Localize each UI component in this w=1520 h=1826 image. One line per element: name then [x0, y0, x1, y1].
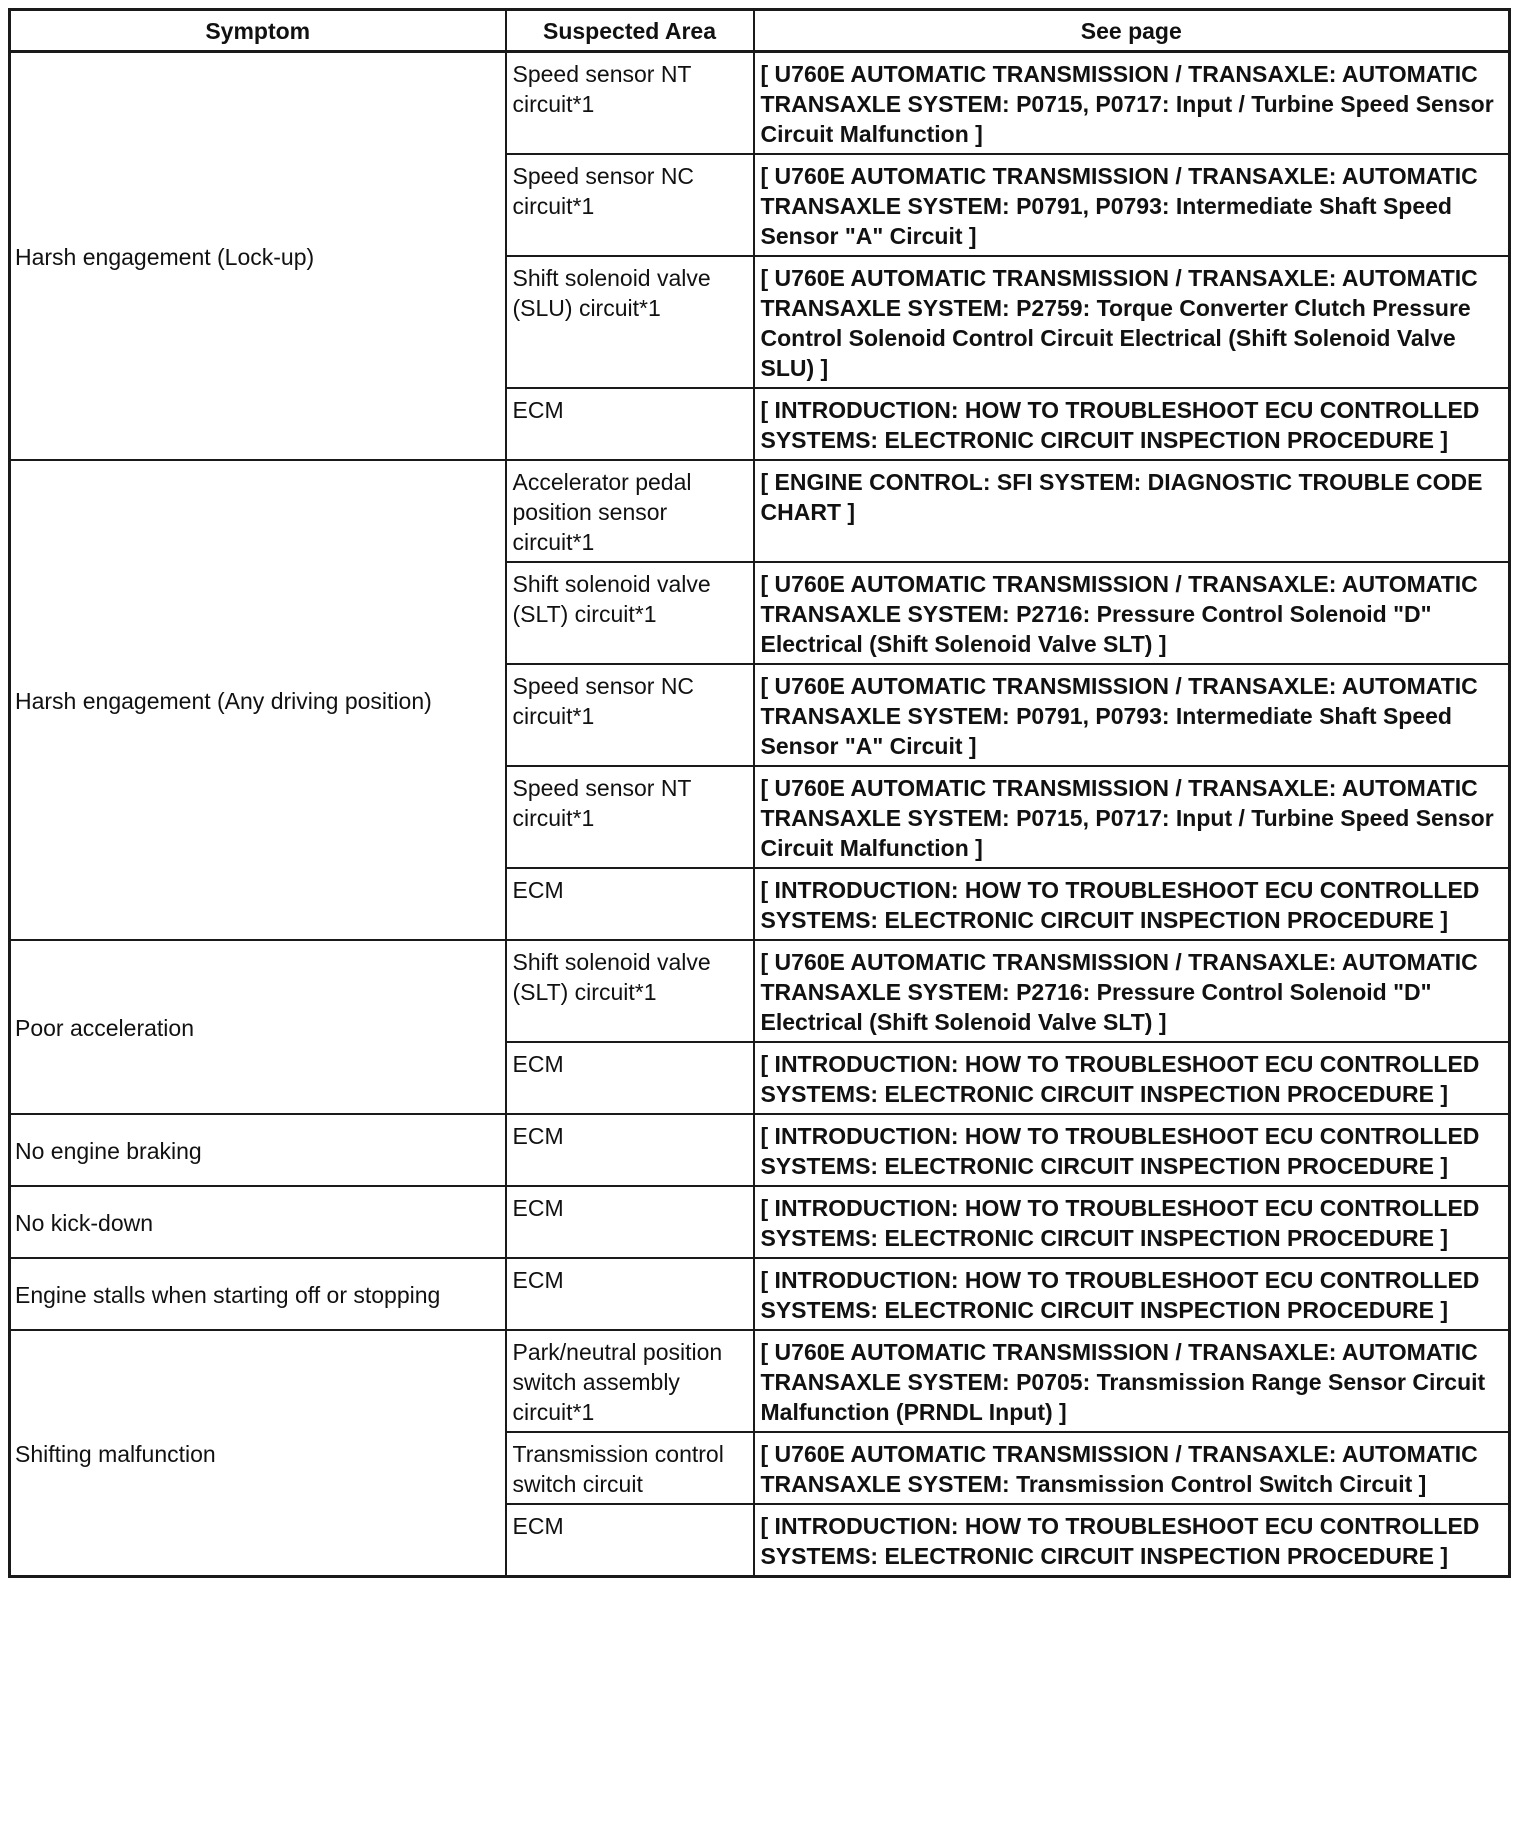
header-symptom: Symptom — [10, 10, 506, 52]
symptom-cell: No engine braking — [10, 1114, 506, 1186]
table-row — [10, 52, 1510, 155]
see-page-reference[interactable]: [ INTRODUCTION: HOW TO TROUBLESHOOT ECU CONTROLLED SYSTEMS: ELECTRONIC CIRCUIT INSPECTION PROCEDURE ] — [754, 1504, 1510, 1577]
see-page-reference[interactable]: [ INTRODUCTION: HOW TO TROUBLESHOOT ECU CONTROLLED SYSTEMS: ELECTRONIC CIRCUIT INSPECTION PROCEDURE ] — [754, 1042, 1510, 1114]
see-page-reference[interactable]: [ U760E AUTOMATIC TRANSMISSION / TRANSAXLE: AUTOMATIC TRANSAXLE SYSTEM: P2759: Torque Converter Clutch Pressure Control Solenoid Control Circuit Electrical (Shift Solenoid Valve SLU) ] — [754, 256, 1510, 388]
suspected-area-cell: Park/neutral position switch assembly circuit*1 — [506, 1330, 754, 1432]
see-page-reference[interactable]: [ INTRODUCTION: HOW TO TROUBLESHOOT ECU CONTROLLED SYSTEMS: ELECTRONIC CIRCUIT INSPECTION PROCEDURE ] — [754, 1258, 1510, 1330]
suspected-area-cell: ECM — [506, 388, 754, 460]
suspected-area-cell: Shift solenoid valve (SLT) circuit*1 — [506, 562, 754, 664]
header-row — [10, 10, 1510, 52]
suspected-area-cell: ECM — [506, 1504, 754, 1577]
see-page-reference[interactable]: [ U760E AUTOMATIC TRANSMISSION / TRANSAXLE: AUTOMATIC TRANSAXLE SYSTEM: P0791, P0793: Intermediate Shaft Speed Sensor "A" Circuit ] — [754, 664, 1510, 766]
see-page-reference[interactable]: [ U760E AUTOMATIC TRANSMISSION / TRANSAXLE: AUTOMATIC TRANSAXLE SYSTEM: P0715, P0717: Input / Turbine Speed Sensor Circuit Malfunction ] — [754, 52, 1510, 155]
symptom-cell: Harsh engagement (Lock-up) — [10, 52, 506, 461]
table-row — [10, 940, 1510, 1042]
table-body — [10, 52, 1510, 1577]
suspected-area-cell: ECM — [506, 1114, 754, 1186]
see-page-reference[interactable]: [ INTRODUCTION: HOW TO TROUBLESHOOT ECU CONTROLLED SYSTEMS: ELECTRONIC CIRCUIT INSPECTION PROCEDURE ] — [754, 868, 1510, 940]
see-page-reference[interactable]: [ U760E AUTOMATIC TRANSMISSION / TRANSAXLE: AUTOMATIC TRANSAXLE SYSTEM: P0715, P0717: Input / Turbine Speed Sensor Circuit Malfunction ] — [754, 766, 1510, 868]
see-page-reference[interactable]: [ U760E AUTOMATIC TRANSMISSION / TRANSAXLE: AUTOMATIC TRANSAXLE SYSTEM: P0705: Transmission Range Sensor Circuit Malfunction (PRNDL Input) ] — [754, 1330, 1510, 1432]
table-header — [10, 10, 1510, 52]
suspected-area-cell: ECM — [506, 1258, 754, 1330]
suspected-area-cell: ECM — [506, 1186, 754, 1258]
symptom-cell: Engine stalls when starting off or stopping — [10, 1258, 506, 1330]
suspected-area-cell: Transmission control switch circuit — [506, 1432, 754, 1504]
table-row — [10, 460, 1510, 562]
suspected-area-cell: Shift solenoid valve (SLT) circuit*1 — [506, 940, 754, 1042]
suspected-area-cell: Speed sensor NT circuit*1 — [506, 52, 754, 155]
symptom-cell: No kick-down — [10, 1186, 506, 1258]
header-suspected-area: Suspected Area — [506, 10, 754, 52]
see-page-reference[interactable]: [ U760E AUTOMATIC TRANSMISSION / TRANSAXLE: AUTOMATIC TRANSAXLE SYSTEM: P2716: Pressure Control Solenoid "D" Electrical (Shift Solenoid Valve SLT) ] — [754, 562, 1510, 664]
suspected-area-cell: Accelerator pedal position sensor circuit*1 — [506, 460, 754, 562]
symptom-cell: Poor acceleration — [10, 940, 506, 1114]
suspected-area-cell: Speed sensor NC circuit*1 — [506, 664, 754, 766]
troubleshooting-table — [8, 8, 1511, 1578]
see-page-reference[interactable]: [ U760E AUTOMATIC TRANSMISSION / TRANSAXLE: AUTOMATIC TRANSAXLE SYSTEM: P2716: Pressure Control Solenoid "D" Electrical (Shift Solenoid Valve SLT) ] — [754, 940, 1510, 1042]
table-row — [10, 1330, 1510, 1432]
symptom-cell: Shifting malfunction — [10, 1330, 506, 1577]
see-page-reference[interactable]: [ U760E AUTOMATIC TRANSMISSION / TRANSAXLE: AUTOMATIC TRANSAXLE SYSTEM: P0791, P0793: Intermediate Shaft Speed Sensor "A" Circuit ] — [754, 154, 1510, 256]
see-page-reference[interactable]: [ INTRODUCTION: HOW TO TROUBLESHOOT ECU CONTROLLED SYSTEMS: ELECTRONIC CIRCUIT INSPECTION PROCEDURE ] — [754, 388, 1510, 460]
table-row — [10, 1114, 1510, 1186]
see-page-reference[interactable]: [ INTRODUCTION: HOW TO TROUBLESHOOT ECU CONTROLLED SYSTEMS: ELECTRONIC CIRCUIT INSPECTION PROCEDURE ] — [754, 1114, 1510, 1186]
see-page-reference[interactable]: [ INTRODUCTION: HOW TO TROUBLESHOOT ECU CONTROLLED SYSTEMS: ELECTRONIC CIRCUIT INSPECTION PROCEDURE ] — [754, 1186, 1510, 1258]
see-page-reference[interactable]: [ ENGINE CONTROL: SFI SYSTEM: DIAGNOSTIC TROUBLE CODE CHART ] — [754, 460, 1510, 562]
suspected-area-cell: Speed sensor NC circuit*1 — [506, 154, 754, 256]
suspected-area-cell: Shift solenoid valve (SLU) circuit*1 — [506, 256, 754, 388]
suspected-area-cell: ECM — [506, 1042, 754, 1114]
see-page-reference[interactable]: [ U760E AUTOMATIC TRANSMISSION / TRANSAXLE: AUTOMATIC TRANSAXLE SYSTEM: Transmission Control Switch Circuit ] — [754, 1432, 1510, 1504]
suspected-area-cell: ECM — [506, 868, 754, 940]
suspected-area-cell: Speed sensor NT circuit*1 — [506, 766, 754, 868]
table-row — [10, 1186, 1510, 1258]
symptom-cell: Harsh engagement (Any driving position) — [10, 460, 506, 940]
header-see-page: See page — [754, 10, 1510, 52]
table-row — [10, 1258, 1510, 1330]
